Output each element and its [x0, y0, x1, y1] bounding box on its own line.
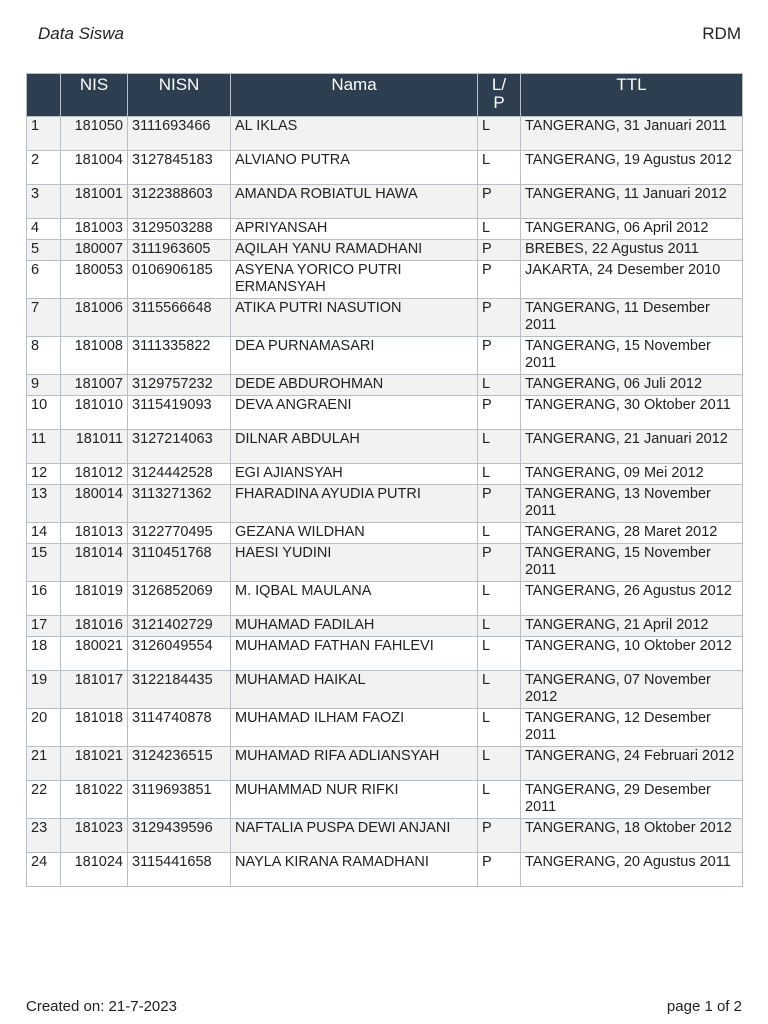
- name-cell: MUHAMMAD NUR RIFKI: [231, 781, 478, 819]
- name-cell: DEDE ABDUROHMAN: [231, 375, 478, 396]
- name-cell: ATIKA PUTRI NASUTION: [231, 299, 478, 337]
- name-cell: EGI AJIANSYAH: [231, 464, 478, 485]
- birth-cell: TANGERANG, 21 Januari 2012: [521, 430, 743, 464]
- birth-cell: JAKARTA, 24 Desember 2010: [521, 261, 743, 299]
- name-cell: DEA PURNAMASARI: [231, 337, 478, 375]
- table-row: [27, 261, 743, 299]
- name-cell: DILNAR ABDULAH: [231, 430, 478, 464]
- row-number: 2: [27, 151, 61, 185]
- table-row: [27, 582, 743, 616]
- gender-cell: L: [478, 781, 521, 819]
- row-number: 16: [27, 582, 61, 616]
- nis-cell: 180021: [61, 637, 128, 671]
- nis-cell: 181004: [61, 151, 128, 185]
- table-row: [27, 637, 743, 671]
- document-title: Data Siswa: [38, 24, 124, 43]
- nis-cell: 180053: [61, 261, 128, 299]
- nis-cell: 181012: [61, 464, 128, 485]
- name-cell: ALVIANO PUTRA: [231, 151, 478, 185]
- nisn-cell: 3111963605: [128, 240, 231, 261]
- nis-cell: 180007: [61, 240, 128, 261]
- row-number: 13: [27, 485, 61, 523]
- name-cell: APRIYANSAH: [231, 219, 478, 240]
- table-row: [27, 151, 743, 185]
- birth-cell: TANGERANG, 13 November 2011: [521, 485, 743, 523]
- birth-cell: TANGERANG, 12 Desember 2011: [521, 709, 743, 747]
- gender-cell: L: [478, 464, 521, 485]
- row-number: 20: [27, 709, 61, 747]
- nisn-cell: 3127845183: [128, 151, 231, 185]
- nisn-cell: 0106906185: [128, 261, 231, 299]
- gender-cell: P: [478, 485, 521, 523]
- nisn-cell: 3129439596: [128, 819, 231, 853]
- table-row: [27, 853, 743, 887]
- nis-cell: 181013: [61, 523, 128, 544]
- birth-cell: TANGERANG, 28 Maret 2012: [521, 523, 743, 544]
- row-number: 12: [27, 464, 61, 485]
- birth-cell: TANGERANG, 20 Agustus 2011: [521, 853, 743, 887]
- birth-cell: TANGERANG, 18 Oktober 2012: [521, 819, 743, 853]
- nis-cell: 181050: [61, 117, 128, 151]
- gender-cell: L: [478, 616, 521, 637]
- column-header-no: [27, 74, 61, 117]
- gender-cell: P: [478, 396, 521, 430]
- column-header-nisn: NISN: [128, 74, 231, 117]
- nisn-cell: 3115441658: [128, 853, 231, 887]
- name-cell: AL IKLAS: [231, 117, 478, 151]
- gender-cell: L: [478, 582, 521, 616]
- row-number: 23: [27, 819, 61, 853]
- row-number: 14: [27, 523, 61, 544]
- nisn-cell: 3121402729: [128, 616, 231, 637]
- name-cell: AMANDA ROBIATUL HAWA: [231, 185, 478, 219]
- table-row: [27, 709, 743, 747]
- gender-cell: L: [478, 430, 521, 464]
- row-number: 8: [27, 337, 61, 375]
- nis-cell: 181003: [61, 219, 128, 240]
- nisn-cell: 3122388603: [128, 185, 231, 219]
- gender-cell: L: [478, 671, 521, 709]
- table-row: [27, 430, 743, 464]
- row-number: 5: [27, 240, 61, 261]
- birth-cell: TANGERANG, 06 Juli 2012: [521, 375, 743, 396]
- row-number: 11: [27, 430, 61, 464]
- nisn-cell: 3122770495: [128, 523, 231, 544]
- page-number: page 1 of 2: [666, 998, 742, 1015]
- birth-cell: TANGERANG, 11 Januari 2012: [521, 185, 743, 219]
- name-cell: FHARADINA AYUDIA PUTRI: [231, 485, 478, 523]
- name-cell: MUHAMAD ILHAM FAOZI: [231, 709, 478, 747]
- created-date: Created on: 21-7-2023: [26, 998, 177, 1015]
- birth-cell: TANGERANG, 09 Mei 2012: [521, 464, 743, 485]
- birth-cell: TANGERANG, 21 April 2012: [521, 616, 743, 637]
- row-number: 19: [27, 671, 61, 709]
- table-row: [27, 240, 743, 261]
- birth-cell: TANGERANG, 30 Oktober 2011: [521, 396, 743, 430]
- nisn-cell: 3129503288: [128, 219, 231, 240]
- birth-cell: TANGERANG, 06 April 2012: [521, 219, 743, 240]
- nis-cell: 181011: [61, 430, 128, 464]
- table-row: [27, 337, 743, 375]
- nisn-cell: 3115419093: [128, 396, 231, 430]
- table-row: [27, 671, 743, 709]
- name-cell: M. IQBAL MAULANA: [231, 582, 478, 616]
- gender-cell: L: [478, 117, 521, 151]
- gender-cell: P: [478, 544, 521, 582]
- nisn-cell: 3126049554: [128, 637, 231, 671]
- gender-cell: L: [478, 151, 521, 185]
- student-table: [26, 73, 743, 887]
- nis-cell: 181019: [61, 582, 128, 616]
- table-row: [27, 485, 743, 523]
- header-right-label: RDM: [702, 24, 741, 43]
- nis-cell: 181007: [61, 375, 128, 396]
- row-number: 4: [27, 219, 61, 240]
- birth-cell: BREBES, 22 Agustus 2011: [521, 240, 743, 261]
- nisn-cell: 3110451768: [128, 544, 231, 582]
- nis-cell: 181006: [61, 299, 128, 337]
- birth-cell: TANGERANG, 15 November 2011: [521, 544, 743, 582]
- row-number: 15: [27, 544, 61, 582]
- birth-cell: TANGERANG, 29 Desember 2011: [521, 781, 743, 819]
- row-number: 10: [27, 396, 61, 430]
- name-cell: GEZANA WILDHAN: [231, 523, 478, 544]
- nisn-cell: 3114740878: [128, 709, 231, 747]
- nis-cell: 181016: [61, 616, 128, 637]
- column-header-nama: Nama: [231, 74, 478, 117]
- nis-cell: 181022: [61, 781, 128, 819]
- birth-cell: TANGERANG, 19 Agustus 2012: [521, 151, 743, 185]
- table-row: [27, 819, 743, 853]
- row-number: 6: [27, 261, 61, 299]
- table-row: [27, 396, 743, 430]
- birth-cell: TANGERANG, 10 Oktober 2012: [521, 637, 743, 671]
- nisn-cell: 3115566648: [128, 299, 231, 337]
- name-cell: HAESI YUDINI: [231, 544, 478, 582]
- gender-cell: P: [478, 337, 521, 375]
- table-header-row: [27, 74, 743, 117]
- birth-cell: TANGERANG, 07 November 2012: [521, 671, 743, 709]
- gender-cell: L: [478, 709, 521, 747]
- name-cell: AQILAH YANU RAMADHANI: [231, 240, 478, 261]
- gender-cell: L: [478, 219, 521, 240]
- table-row: [27, 375, 743, 396]
- nisn-cell: 3113271362: [128, 485, 231, 523]
- birth-cell: TANGERANG, 11 Desember 2011: [521, 299, 743, 337]
- table-row: [27, 544, 743, 582]
- name-cell: MUHAMAD RIFA ADLIANSYAH: [231, 747, 478, 781]
- table-row: [27, 747, 743, 781]
- table-row: [27, 219, 743, 240]
- nis-cell: 181023: [61, 819, 128, 853]
- name-cell: MUHAMAD HAIKAL: [231, 671, 478, 709]
- nis-cell: 181001: [61, 185, 128, 219]
- name-cell: MUHAMAD FADILAH: [231, 616, 478, 637]
- row-number: 3: [27, 185, 61, 219]
- table-row: [27, 523, 743, 544]
- gender-cell: P: [478, 261, 521, 299]
- nisn-cell: 3127214063: [128, 430, 231, 464]
- gender-cell: L: [478, 375, 521, 396]
- name-cell: NAYLA KIRANA RAMADHANI: [231, 853, 478, 887]
- birth-cell: TANGERANG, 26 Agustus 2012: [521, 582, 743, 616]
- nisn-cell: 3126852069: [128, 582, 231, 616]
- row-number: 17: [27, 616, 61, 637]
- gender-cell: L: [478, 747, 521, 781]
- gender-cell: P: [478, 819, 521, 853]
- nisn-cell: 3111693466: [128, 117, 231, 151]
- gender-cell: P: [478, 185, 521, 219]
- row-number: 7: [27, 299, 61, 337]
- nis-cell: 181017: [61, 671, 128, 709]
- name-cell: ASYENA YORICO PUTRI ERMANSYAH: [231, 261, 478, 299]
- row-number: 1: [27, 117, 61, 151]
- row-number: 21: [27, 747, 61, 781]
- nisn-cell: 3122184435: [128, 671, 231, 709]
- gender-cell: P: [478, 853, 521, 887]
- gender-cell: L: [478, 523, 521, 544]
- nisn-cell: 3119693851: [128, 781, 231, 819]
- name-cell: DEVA ANGRAENI: [231, 396, 478, 430]
- nis-cell: 181008: [61, 337, 128, 375]
- row-number: 22: [27, 781, 61, 819]
- nisn-cell: 3124442528: [128, 464, 231, 485]
- table-row: [27, 464, 743, 485]
- name-cell: NAFTALIA PUSPA DEWI ANJANI: [231, 819, 478, 853]
- nis-cell: 181021: [61, 747, 128, 781]
- nis-cell: 180014: [61, 485, 128, 523]
- nis-cell: 181024: [61, 853, 128, 887]
- gender-cell: P: [478, 299, 521, 337]
- table-row: [27, 117, 743, 151]
- nis-cell: 181010: [61, 396, 128, 430]
- column-header-lp: L/ P: [478, 74, 521, 117]
- birth-cell: TANGERANG, 15 November 2011: [521, 337, 743, 375]
- column-header-nis: NIS: [61, 74, 128, 117]
- nisn-cell: 3111335822: [128, 337, 231, 375]
- birth-cell: TANGERANG, 31 Januari 2011: [521, 117, 743, 151]
- column-header-ttl: TTL: [521, 74, 743, 117]
- name-cell: MUHAMAD FATHAN FAHLEVI: [231, 637, 478, 671]
- row-number: 9: [27, 375, 61, 396]
- nisn-cell: 3124236515: [128, 747, 231, 781]
- nisn-cell: 3129757232: [128, 375, 231, 396]
- table-row: [27, 781, 743, 819]
- gender-cell: L: [478, 637, 521, 671]
- table-row: [27, 299, 743, 337]
- table-row: [27, 616, 743, 637]
- gender-cell: P: [478, 240, 521, 261]
- table-row: [27, 185, 743, 219]
- row-number: 18: [27, 637, 61, 671]
- birth-cell: TANGERANG, 24 Februari 2012: [521, 747, 743, 781]
- nis-cell: 181018: [61, 709, 128, 747]
- row-number: 24: [27, 853, 61, 887]
- nis-cell: 181014: [61, 544, 128, 582]
